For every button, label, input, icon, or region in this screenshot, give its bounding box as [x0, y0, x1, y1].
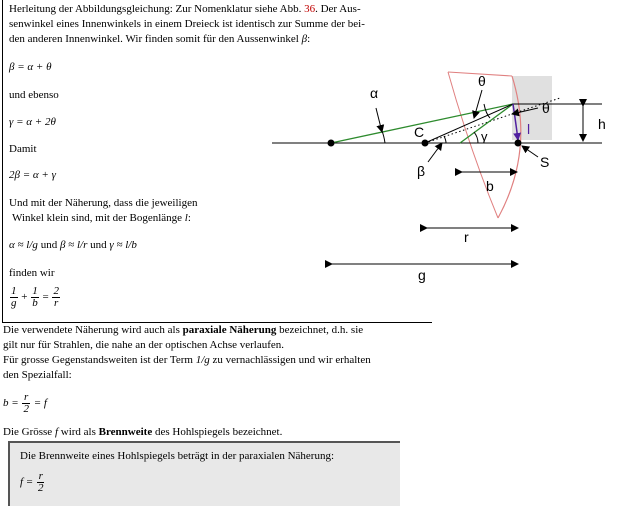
- paraxial-text-a: Die verwendete Näherung wird auch als: [3, 324, 180, 336]
- focal-length-box: [8, 441, 400, 506]
- intro-colon: :: [307, 33, 311, 45]
- fraction-r-2: $\frac{r}{2}$: [23, 391, 29, 415]
- beta-symbol: β: [301, 33, 308, 45]
- gamma-arc: [474, 132, 478, 143]
- S-label: S: [540, 154, 550, 170]
- brennweite-line: [3, 425, 282, 439]
- center-point-C: [422, 140, 429, 147]
- mirror-equation: [9, 286, 61, 309]
- brennweite-text-c: des Hohlspiegels bezeichnet.: [154, 426, 283, 438]
- equals-sign: =: [42, 291, 49, 304]
- term-1-over-g: 1/g: [195, 354, 210, 366]
- alpha-label: α: [370, 85, 379, 101]
- brennweite-term: Brennweite: [98, 426, 153, 438]
- l-label: l: [527, 121, 531, 137]
- approx-beta: β ≈ l/r: [59, 239, 88, 251]
- alpha-pointer: [376, 108, 382, 132]
- approx-und-1: und: [40, 239, 58, 251]
- r-label: r: [464, 229, 469, 245]
- arc-length-symbol: l: [184, 212, 188, 224]
- box-eq-lhs: f =: [20, 476, 34, 489]
- brennweite-text-b: wird als: [60, 426, 96, 438]
- box-equation: [20, 471, 45, 494]
- b-label: b: [486, 178, 494, 194]
- intro-line-2: senwinkel eines Innenwinkels in einem Dreieck ist identisch zur Summe der bei-: [9, 18, 365, 30]
- text-und-ebenso: und ebenso: [9, 89, 59, 101]
- mirror-left-edge: [448, 72, 498, 218]
- paraxial-text-b: bezeichnet, d.h. sie: [279, 324, 364, 336]
- paraxial-line-1: [3, 323, 363, 337]
- equation-beta: β = α + θ: [9, 61, 52, 73]
- distance-text-a: Für grosse Gegenstandsweiten ist der Term: [3, 354, 193, 366]
- beta-label: β: [417, 163, 426, 179]
- eq5-lhs: b =: [3, 397, 19, 410]
- beta-arc: [444, 136, 446, 143]
- theta-top-label: θ: [478, 73, 486, 89]
- distance-line-1: [3, 353, 371, 367]
- paraxial-term: paraxiale Näherung: [182, 324, 277, 336]
- eq5-rhs: = f: [33, 397, 47, 410]
- concave-mirror-diagram: [270, 60, 626, 300]
- theta-top-pointer: [474, 90, 482, 118]
- plus-sign: +: [21, 291, 28, 304]
- approx-alpha: α ≈ l/g: [9, 239, 38, 251]
- approx-und-2: und: [90, 239, 107, 251]
- naeherung-text-2: Winkel klein sind, mit der Bogenlänge: [12, 212, 183, 224]
- approximation-line: [9, 238, 137, 252]
- approx-gamma: γ ≈ l/b: [109, 239, 137, 251]
- naeherung-line-1: Und mit der Näherung, dass die jeweiligen: [9, 197, 198, 209]
- object-point: [328, 140, 335, 147]
- g-label: g: [418, 267, 426, 283]
- intro-text-end: . Der Aus-: [315, 3, 361, 15]
- h-label: h: [598, 116, 606, 132]
- left-margin-rule: [2, 0, 3, 322]
- intro-text: Herleitung der Abbildungsgleichung: Zur Nomenklatur siehe Abb.: [9, 3, 302, 15]
- C-label: C: [414, 124, 425, 140]
- intro-text-3: den anderen Innenwinkel. Wir finden somit für den Aussenwinkel: [9, 33, 299, 45]
- gamma-label: γ: [481, 129, 488, 144]
- box-fraction-r-2: $\frac{r}{2}$: [37, 470, 44, 494]
- special-case-equation: [3, 392, 47, 415]
- naeherung-line-2: [12, 211, 191, 225]
- intro-line-1: [9, 2, 361, 16]
- equation-gamma: γ = α + 2θ: [9, 116, 56, 128]
- f-symbol: f: [54, 426, 58, 438]
- brennweite-text-a: Die Grösse: [3, 426, 53, 438]
- fraction-2-r: $\frac{2}{r}$: [53, 285, 59, 309]
- S-pointer: [522, 146, 538, 157]
- text-finden-wir: finden wir: [9, 267, 55, 279]
- figure-reference-link[interactable]: 36: [304, 3, 316, 15]
- text-damit: Damit: [9, 143, 37, 155]
- naeherung-colon: :: [187, 212, 191, 224]
- beta-pointer: [428, 143, 442, 162]
- fraction-1-g: $\frac{1}{g}$: [11, 285, 17, 309]
- mirror-vertex-S: [515, 140, 522, 147]
- theta-right-label: θ: [542, 100, 550, 116]
- mirror-surface: [498, 76, 521, 218]
- distance-text-b: zu vernachlässigen und wir erhalten: [212, 354, 371, 366]
- box-text: Die Brennweite eines Hohlspiegels beträgt in der paraxialen Näherung:: [20, 450, 334, 462]
- intro-line-3: [9, 32, 310, 46]
- distance-line-2: den Spezialfall:: [3, 369, 72, 381]
- paraxial-line-2: gilt nur für Strahlen, die nahe an der optischen Achse verlaufen.: [3, 339, 285, 351]
- alpha-arc: [382, 131, 385, 143]
- fraction-1-b: $\frac{1}{b}$: [32, 285, 38, 309]
- equation-2beta: 2β = α + γ: [9, 169, 56, 181]
